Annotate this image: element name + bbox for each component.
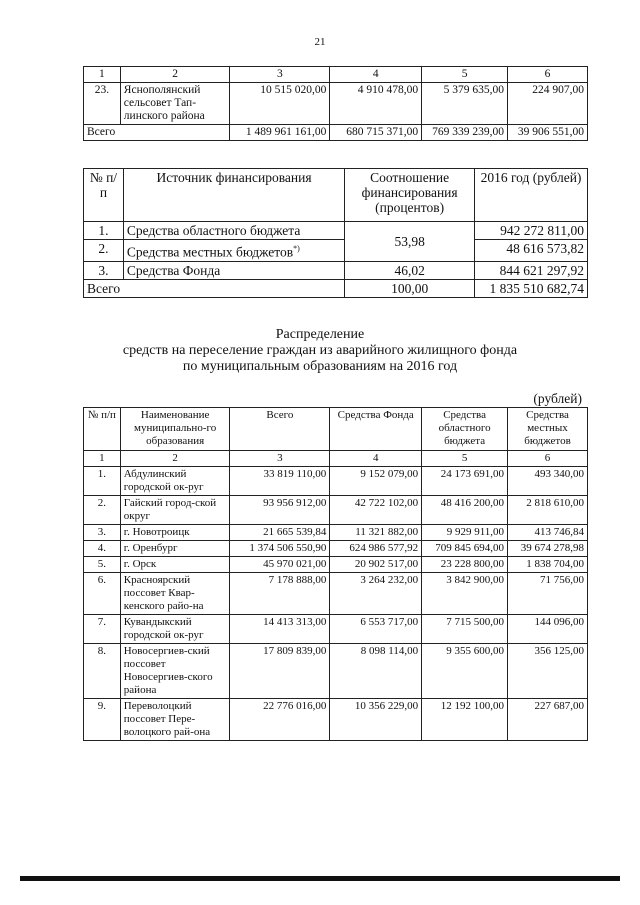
section-subtitle: средств на переселение граждан из аварийного жилищного фонда xyxy=(122,343,518,358)
total-cell: 17 809 839,00 xyxy=(230,644,330,699)
col-number: 5 xyxy=(422,67,508,83)
fund-cell: 11 321 882,00 xyxy=(330,525,422,541)
total-label: Всего xyxy=(84,279,345,297)
allocation-table-continuation xyxy=(83,66,588,141)
row-number: 2. xyxy=(84,240,124,262)
total-cell: 33 819 110,00 xyxy=(230,467,330,496)
table-row xyxy=(84,615,588,644)
ratio-cell: 100,00 xyxy=(345,279,475,297)
footnote-marker: *) xyxy=(293,244,300,253)
local-cell: 2 818 610,00 xyxy=(508,496,588,525)
table-row xyxy=(84,699,588,741)
header-source: Источник финансирования xyxy=(123,169,344,222)
local-cell: 39 906 551,00 xyxy=(508,125,588,141)
table-row xyxy=(84,467,588,496)
municipality-name: Переволоцкий поссовет Пере-волоцкого рай-она xyxy=(120,699,230,741)
fund-cell: 10 356 229,00 xyxy=(330,699,422,741)
municipality-name: Яснополянский сельсовет Тап-линского района xyxy=(120,83,230,125)
header-row xyxy=(84,169,588,222)
row-number: 2. xyxy=(84,496,121,525)
ratio-cell: 46,02 xyxy=(345,261,475,279)
total-row xyxy=(84,125,588,141)
ratio-cell: 53,98 xyxy=(345,222,475,262)
col-number: 4 xyxy=(330,67,422,83)
row-number: 3. xyxy=(84,261,124,279)
municipality-name: Красноярский поссовет Квар-кенского райо-на xyxy=(120,573,230,615)
fund-cell: 6 553 717,00 xyxy=(330,615,422,644)
regional-cell: 24 173 691,00 xyxy=(422,467,508,496)
page-bottom-rule xyxy=(20,876,620,881)
row-number: 6. xyxy=(84,573,121,615)
local-cell: 144 096,00 xyxy=(508,615,588,644)
source-text: Средства местных бюджетов xyxy=(126,244,294,260)
municipality-name: Кувандыкский городской ок-руг xyxy=(120,615,230,644)
local-cell: 1 838 704,00 xyxy=(508,557,588,573)
total-label: Всего xyxy=(84,125,230,141)
table-row xyxy=(84,541,588,557)
fund-cell: 8 098 114,00 xyxy=(330,644,422,699)
total-cell: 1 489 961 161,00 xyxy=(230,125,330,141)
amount-cell: 844 621 297,92 xyxy=(475,261,588,279)
table-row xyxy=(84,222,588,240)
fund-cell: 9 152 079,00 xyxy=(330,467,422,496)
header-total: Всего xyxy=(230,408,330,451)
municipality-name: г. Новотроицк xyxy=(120,525,230,541)
municipality-name: Гайский город-ской округ xyxy=(120,496,230,525)
col-number: 1 xyxy=(84,67,121,83)
col-number: 1 xyxy=(84,451,121,467)
local-cell: 413 746,84 xyxy=(508,525,588,541)
amount-cell: 1 835 510 682,74 xyxy=(475,279,588,297)
table-row xyxy=(84,644,588,699)
total-cell: 93 956 912,00 xyxy=(230,496,330,525)
row-number: 5. xyxy=(84,557,121,573)
header-ratio: Соотношение финансирования (процентов) xyxy=(345,169,475,222)
col-number: 2 xyxy=(120,451,230,467)
fund-cell: 42 722 102,00 xyxy=(330,496,422,525)
total-cell: 14 413 313,00 xyxy=(230,615,330,644)
regional-cell: 709 845 694,00 xyxy=(422,541,508,557)
total-cell: 45 970 021,00 xyxy=(230,557,330,573)
header-year: 2016 год (рублей) xyxy=(475,169,588,222)
regional-cell: 12 192 100,00 xyxy=(422,699,508,741)
row-number: 4. xyxy=(84,541,121,557)
row-number: 3. xyxy=(84,525,121,541)
table-row xyxy=(84,240,588,262)
col-number: 2 xyxy=(120,67,230,83)
page-number: 21 xyxy=(314,36,326,48)
table-row xyxy=(84,83,588,125)
header-fund: Средства Фонда xyxy=(330,408,422,451)
table-row xyxy=(84,496,588,525)
regional-cell: 5 379 635,00 xyxy=(422,83,508,125)
row-number: 8. xyxy=(84,644,121,699)
table-row xyxy=(84,573,588,615)
local-cell: 356 125,00 xyxy=(508,644,588,699)
row-number: 1. xyxy=(84,467,121,496)
local-cell: 224 907,00 xyxy=(508,83,588,125)
fund-cell: 4 910 478,00 xyxy=(330,83,422,125)
header-regional: Средства областного бюджета xyxy=(422,408,508,451)
total-row xyxy=(84,279,588,297)
amount-cell: 942 272 811,00 xyxy=(475,222,588,240)
col-number: 6 xyxy=(508,451,588,467)
source-name: Средства областного бюджета xyxy=(123,222,344,240)
fund-cell: 3 264 232,00 xyxy=(330,573,422,615)
table-row xyxy=(84,557,588,573)
section-subtitle: по муниципальным образованиям на 2016 год xyxy=(182,359,458,374)
header-no: № п/п xyxy=(84,408,121,451)
municipality-name: Абдулинский городской ок-руг xyxy=(120,467,230,496)
col-number: 4 xyxy=(330,451,422,467)
regional-cell: 9 929 911,00 xyxy=(422,525,508,541)
table-row xyxy=(84,525,588,541)
section-title: Распределение xyxy=(275,327,365,342)
regional-cell: 23 228 800,00 xyxy=(422,557,508,573)
total-cell: 7 178 888,00 xyxy=(230,573,330,615)
row-number: 9. xyxy=(84,699,121,741)
total-cell: 22 776 016,00 xyxy=(230,699,330,741)
units-label: (рублей) xyxy=(533,391,582,406)
local-cell: 71 756,00 xyxy=(508,573,588,615)
col-number: 3 xyxy=(230,451,330,467)
fund-cell: 680 715 371,00 xyxy=(330,125,422,141)
local-cell: 493 340,00 xyxy=(508,467,588,496)
header-row xyxy=(84,408,588,451)
total-cell: 1 374 506 550,90 xyxy=(230,541,330,557)
fund-cell: 624 986 577,92 xyxy=(330,541,422,557)
regional-cell: 769 339 239,00 xyxy=(422,125,508,141)
municipality-name: Новосергиев-ский поссовет Новосергиев-ского района xyxy=(120,644,230,699)
col-number: 6 xyxy=(508,67,588,83)
column-number-row xyxy=(84,451,588,467)
local-cell: 39 674 278,98 xyxy=(508,541,588,557)
regional-cell: 9 355 600,00 xyxy=(422,644,508,699)
header-name: Наименование муниципально-го образования xyxy=(120,408,230,451)
header-local: Средства местных бюджетов xyxy=(508,408,588,451)
regional-cell: 3 842 900,00 xyxy=(422,573,508,615)
column-number-row xyxy=(84,67,588,83)
fund-cell: 20 902 517,00 xyxy=(330,557,422,573)
header-no: № п/п xyxy=(84,169,124,222)
row-number: 23. xyxy=(84,83,121,125)
regional-cell: 48 416 200,00 xyxy=(422,496,508,525)
table-row xyxy=(84,261,588,279)
municipality-name: г. Оренбург xyxy=(120,541,230,557)
row-number: 7. xyxy=(84,615,121,644)
regional-cell: 7 715 500,00 xyxy=(422,615,508,644)
funding-sources-table xyxy=(83,168,588,298)
col-number: 3 xyxy=(230,67,330,83)
row-number: 1. xyxy=(84,222,124,240)
distribution-table xyxy=(83,407,588,741)
municipality-name: г. Орск xyxy=(120,557,230,573)
total-cell: 10 515 020,00 xyxy=(230,83,330,125)
amount-cell: 48 616 573,82 xyxy=(475,240,588,262)
local-cell: 227 687,00 xyxy=(508,699,588,741)
source-name: Средства Фонда xyxy=(123,261,344,279)
source-name xyxy=(123,240,344,262)
col-number: 5 xyxy=(422,451,508,467)
total-cell: 21 665 539,84 xyxy=(230,525,330,541)
